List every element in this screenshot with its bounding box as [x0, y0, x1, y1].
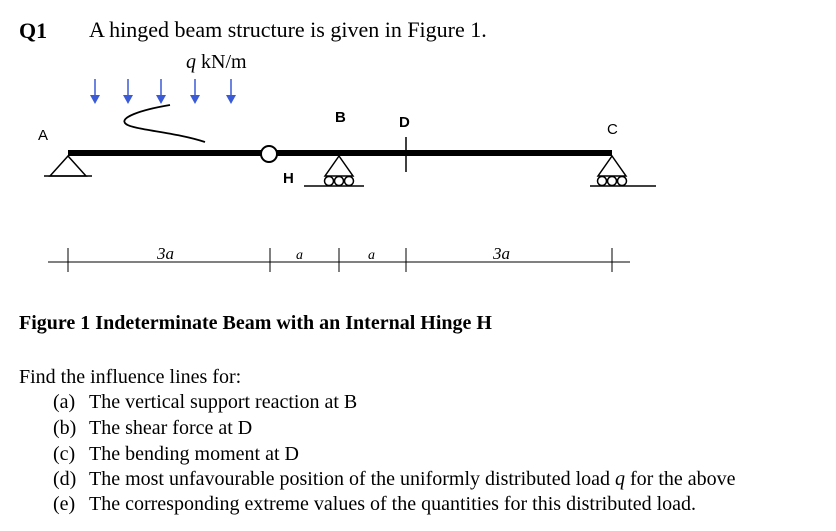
load-label [186, 51, 247, 73]
point-label-h: H [283, 170, 294, 187]
point-label-a: A [38, 127, 49, 144]
point-label-b: B [335, 109, 346, 126]
load-arrow-icon [226, 79, 236, 104]
load-label-q: q [186, 51, 196, 73]
dimension-label: 3a [157, 244, 174, 263]
task-label: (c) [53, 443, 76, 465]
task-text: The corresponding extreme values of the quantities for this distributed load. [89, 493, 697, 515]
figure-caption: Figure 1 Indeterminate Beam with an Internal Hinge H [19, 312, 492, 334]
task-item [53, 468, 736, 491]
task-var: q [615, 468, 626, 490]
task-text-before: The most unfavourable position of the uniformly distributed load [89, 468, 616, 490]
dimension-line [48, 248, 630, 272]
task-item [53, 443, 299, 466]
roller-support-icon [590, 156, 656, 186]
task-text: The shear force at D [89, 417, 253, 439]
load-arrow-icon [190, 79, 200, 104]
task-label: (e) [53, 493, 76, 515]
task-text: The bending moment at D [89, 443, 299, 465]
dimension-label: a [296, 248, 303, 263]
task-label: (a) [53, 391, 76, 413]
dimension-label: 3a [493, 244, 510, 263]
question-number: Q1 [19, 18, 48, 43]
distributed-load-arrows [83, 79, 242, 104]
task-item [53, 493, 696, 516]
hinge-icon [261, 146, 277, 162]
point-label-c: C [607, 121, 618, 138]
load-arrow-icon [123, 79, 133, 104]
dimension-label: a [368, 248, 375, 263]
task-text-after: for the above [625, 468, 736, 490]
roller-support-icon [304, 156, 364, 186]
point-label-d: D [399, 114, 410, 131]
task-item [53, 391, 357, 414]
task-item [53, 417, 252, 440]
squiggle-mark [124, 105, 205, 142]
task-label: (b) [53, 417, 77, 439]
load-arrow-icon [90, 79, 100, 104]
pin-support-icon [44, 156, 92, 176]
question-intro: A hinged beam structure is given in Figure 1. [89, 17, 487, 42]
task-text: The vertical support reaction at B [89, 391, 358, 413]
load-arrow-icon [156, 79, 166, 104]
instructions-intro: Find the influence lines for: [19, 366, 242, 388]
task-label: (d) [53, 468, 77, 490]
load-label-units: kN/m [196, 51, 247, 73]
